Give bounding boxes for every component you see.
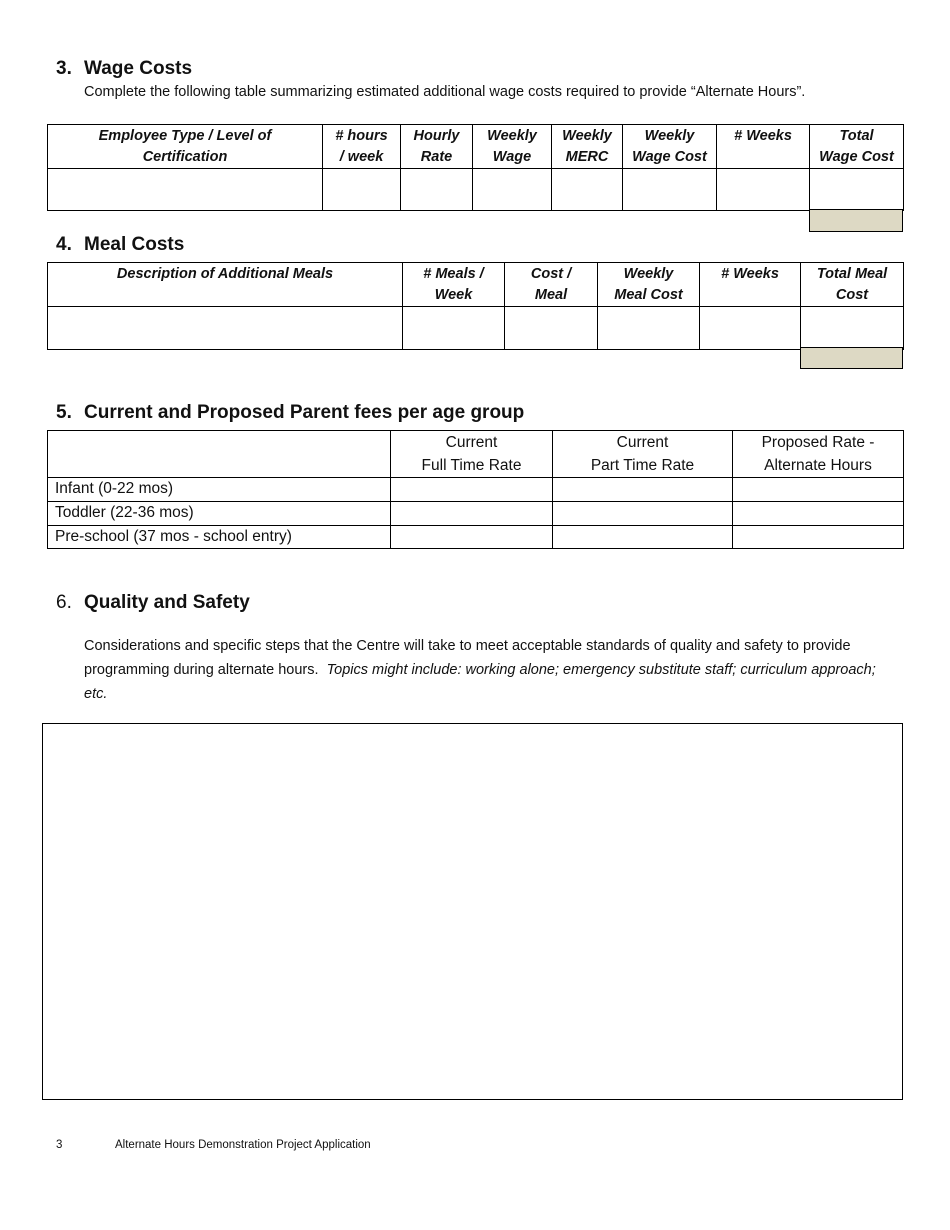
fees-header-row — [48, 431, 904, 478]
wage-col-header: Hourly Rate — [401, 125, 473, 169]
fees-cell[interactable] — [733, 502, 904, 526]
parent-fees-table — [47, 430, 904, 549]
wage-total-sum-cell[interactable] — [809, 209, 903, 232]
wage-cell-hourly-rate[interactable] — [401, 169, 473, 211]
meal-cell-description[interactable] — [48, 307, 403, 350]
wage-col-header: Total Wage Cost — [810, 125, 904, 169]
wage-costs-table — [47, 124, 904, 211]
meal-col-header: # Meals / Week — [403, 263, 505, 307]
meal-cell-meals-per-week[interactable] — [403, 307, 505, 350]
wage-cell-employee-type[interactable] — [48, 169, 323, 211]
wage-col-header: Weekly Wage Cost — [623, 125, 717, 169]
fees-col-header: Current Full Time Rate — [391, 431, 553, 478]
footer-page-number: 3 — [56, 1139, 63, 1151]
section-3-intro: Complete the following table summarizing estimated additional wage costs required to provide “Alternate Hours”. — [84, 84, 806, 100]
section-5-number: 5. — [56, 402, 72, 423]
wage-col-header: # hours / week — [323, 125, 401, 169]
meal-cell-weeks[interactable] — [700, 307, 801, 350]
fees-row-label: Toddler (22-36 mos) — [48, 502, 391, 526]
fees-cell[interactable] — [553, 478, 733, 502]
meal-col-header: Total Meal Cost — [801, 263, 904, 307]
fees-row — [48, 502, 904, 526]
wage-col-header: Weekly Wage — [473, 125, 552, 169]
meal-cell-cost-per-meal[interactable] — [505, 307, 598, 350]
wage-col-header: Employee Type / Level of Certification — [48, 125, 323, 169]
wage-col-header: # Weeks — [717, 125, 810, 169]
meal-col-header: # Weeks — [700, 263, 801, 307]
meal-costs-table — [47, 262, 904, 350]
fees-cell[interactable] — [733, 478, 904, 502]
section-6-paragraph-text: Considerations and specific steps that the Centre will take to meet acceptable standards of quality and safety to provide programming during alternate hours. — [84, 638, 851, 678]
section-6-title: Quality and Safety — [84, 592, 250, 613]
fees-col-header-blank — [48, 431, 391, 478]
fees-row-label: Infant (0-22 mos) — [48, 478, 391, 502]
footer-doc-title: Alternate Hours Demonstration Project Application — [115, 1139, 371, 1151]
wage-entry-row — [48, 169, 904, 211]
wage-cell-weeks[interactable] — [717, 169, 810, 211]
meal-cell-weekly-cost[interactable] — [598, 307, 700, 350]
wage-cell-weekly-wage-cost[interactable] — [623, 169, 717, 211]
fees-cell[interactable] — [733, 526, 904, 549]
meal-entry-row — [48, 307, 904, 350]
section-6-paragraph-topics: Topics might include: working alone; emergency substitute staff; curriculum approach; etc. — [84, 662, 876, 702]
fees-cell[interactable] — [553, 526, 733, 549]
section-4-number: 4. — [56, 234, 72, 255]
meal-total-sum-cell[interactable] — [800, 347, 903, 369]
section-3-number: 3. — [56, 58, 72, 79]
meal-header-row — [48, 263, 904, 307]
fees-cell[interactable] — [391, 478, 553, 502]
section-4-title: Meal Costs — [84, 234, 185, 255]
section-6-number: 6. — [56, 592, 72, 613]
fees-col-header: Proposed Rate - Alternate Hours — [733, 431, 904, 478]
section-3-title: Wage Costs — [84, 58, 193, 79]
meal-cell-total[interactable] — [801, 307, 904, 350]
meal-col-header: Cost / Meal — [505, 263, 598, 307]
section-6-paragraph — [84, 634, 884, 706]
fees-cell[interactable] — [391, 502, 553, 526]
fees-cell[interactable] — [391, 526, 553, 549]
fees-row — [48, 478, 904, 502]
meal-col-header: Description of Additional Meals — [48, 263, 403, 307]
fees-row-label: Pre-school (37 mos - school entry) — [48, 526, 391, 549]
wage-cell-total[interactable] — [810, 169, 904, 211]
meal-col-header: Weekly Meal Cost — [598, 263, 700, 307]
wage-col-header: Weekly MERC — [552, 125, 623, 169]
wage-cell-hours[interactable] — [323, 169, 401, 211]
wage-cell-weekly-wage[interactable] — [473, 169, 552, 211]
quality-safety-textbox[interactable] — [42, 723, 903, 1100]
wage-header-row — [48, 125, 904, 169]
fees-row — [48, 526, 904, 549]
fees-col-header: Current Part Time Rate — [553, 431, 733, 478]
section-5-title: Current and Proposed Parent fees per age group — [84, 402, 525, 423]
wage-cell-weekly-merc[interactable] — [552, 169, 623, 211]
fees-cell[interactable] — [553, 502, 733, 526]
